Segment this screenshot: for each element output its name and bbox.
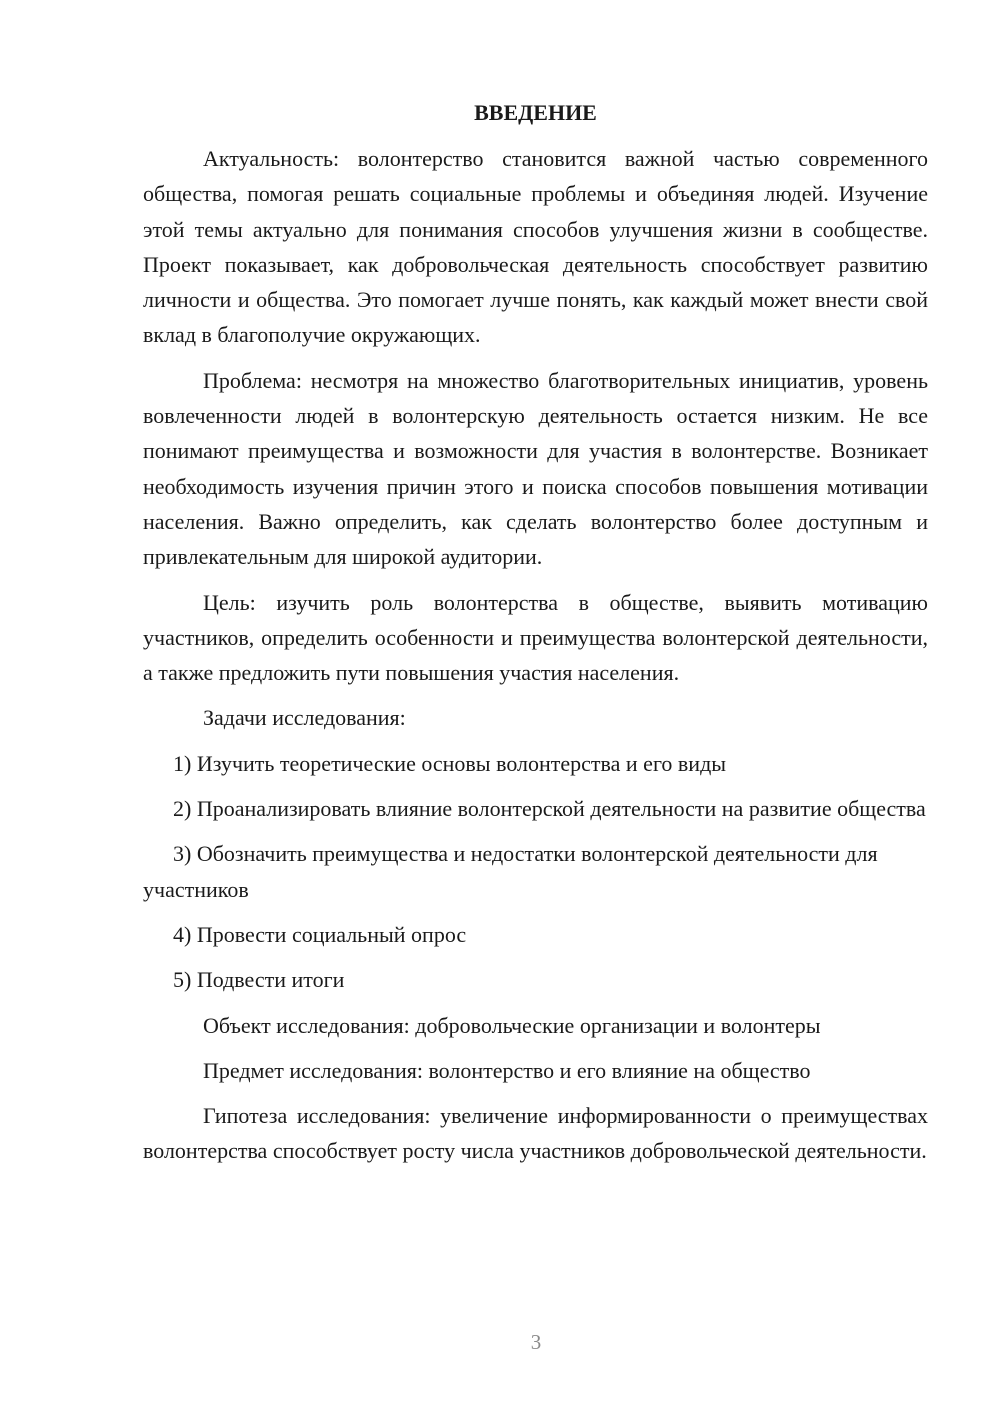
task-item-5: 5) Подвести итоги: [173, 967, 345, 993]
task-item-4: 4) Провести социальный опрос: [173, 921, 467, 947]
page-number: 3: [530, 1330, 542, 1354]
subject-paragraph: Предмет исследования: волонтерство и его влияние на общество: [203, 1057, 811, 1083]
object-paragraph: Объект исследования: добровольческие организации и волонтеры: [203, 1012, 821, 1038]
page-title: ВВЕДЕНИЕ: [474, 100, 597, 125]
task-item-3: 3) Обозначить преимущества и недостатки волонтерской деятельности для участников: [143, 841, 878, 902]
document-page: [143, 95, 928, 1179]
hypothesis-paragraph: Гипотеза исследования: увеличение информированности о преимуществах волонтерства способствует росту числа участников добровольческой деятельности.: [143, 1103, 928, 1164]
problem-paragraph: Проблема: несмотря на множество благотворительных инициатив, уровень вовлеченности людей в волонтерскую деятельность остается низким. Не все понимают преимущества и возможности для участия в волонтерстве. Возникает необходимость изучения причин этого и поиска способов повышения мотивации населения. Важно определить, как сделать волонтерство более доступным и привлекательным для широкой аудитории.: [143, 367, 928, 570]
goal-paragraph: Цель: изучить роль волонтерства в обществе, выявить мотивацию участников, определить особенности и преимущества волонтерской деятельности, а также предложить пути повышения участия населения.: [143, 589, 928, 686]
tasks-heading: Задачи исследования:: [203, 705, 406, 731]
task-item-1: 1) Изучить теоретические основы волонтерства и его виды: [173, 750, 727, 776]
task-item-2: 2) Проанализировать влияние волонтерской деятельности на развитие общества: [173, 796, 926, 822]
relevance-paragraph: Актуальность: волонтерство становится важной частью современного общества, помогая решать социальные проблемы и объединяя людей. Изучение этой темы актуально для понимания способов улучшения жизни в сообществе. Проект показывает, как добровольческая деятельность способствует развитию личности и общества. Это помогает лучше понять, как каждый может внести свой вклад в благополучие окружающих.: [143, 146, 928, 348]
